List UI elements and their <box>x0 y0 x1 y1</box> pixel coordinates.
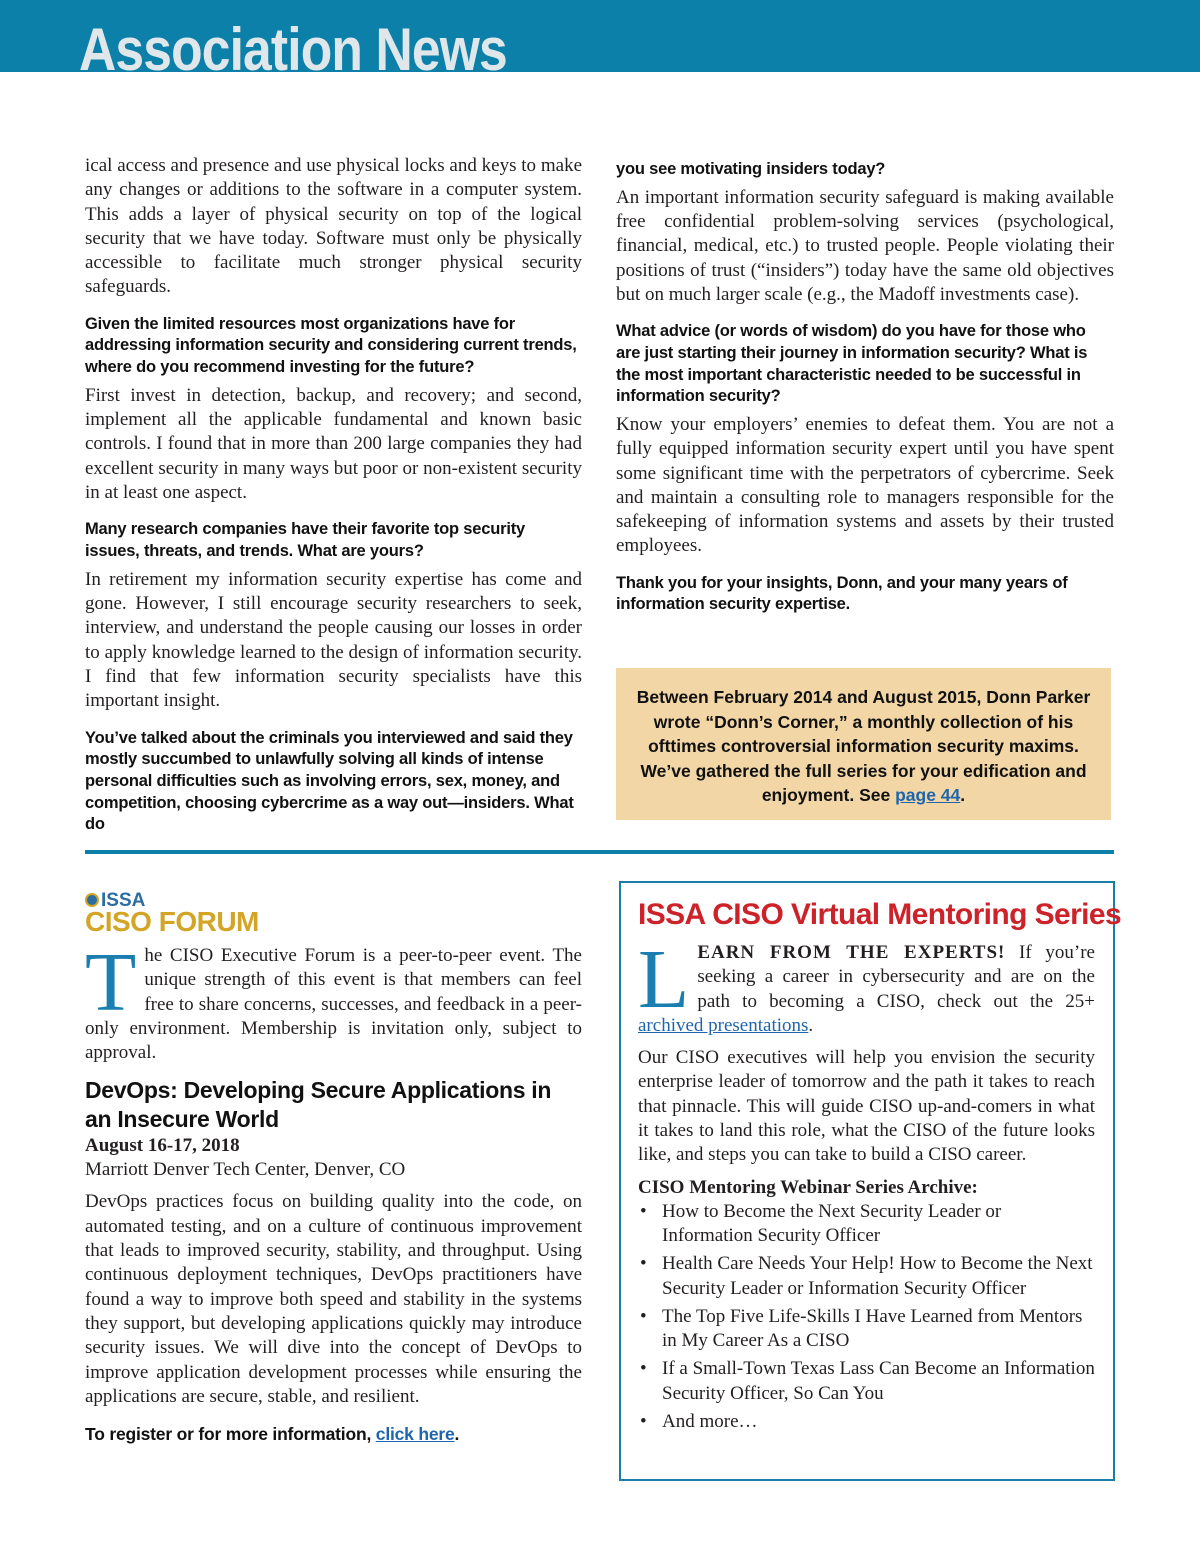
left-column <box>85 154 582 836</box>
mentoring-title: ISSA CISO Virtual Mentoring Series <box>638 898 1122 931</box>
page-44-link[interactable]: page 44 <box>895 785 961 805</box>
list-item <box>638 1252 1095 1301</box>
paragraph: ical access and presence and use physical locks and keys to make any changes or additions to the software in a computer system. This adds a layer of physical security on top of the logical security that we have today. Software must only be physically accessible to facilitate much stronger physical security safeguards. <box>85 155 582 298</box>
donns-corner-callout <box>616 668 1111 820</box>
lead-text: If you’re seeking a career in cybersecurity and are on the path to becoming a CISO, check out the 25+ <box>697 942 1095 1012</box>
section-header-banner <box>0 0 1200 72</box>
list-item-text: Health Care Needs Your Help! How to Become the Next Security Leader or Information Security Officer <box>662 1253 1093 1299</box>
archived-presentations-link[interactable]: archived presentations <box>638 1014 809 1036</box>
list-item-text: How to Become the Next Security Leader or Information Security Officer <box>662 1200 1002 1246</box>
mentoring-paragraph: Our CISO executives will help you envision the security enterprise leader of tomorrow and the path it takes to reach that pinnacle. This will guide CISO up-and-comers in what it takes to land this role, what the CISO of the future looks like, and steps you can take to build a CISO career. <box>638 1047 1095 1166</box>
list-item-text: If a Small-Town Texas Lass Can Become an Information Security Officer, So Can You <box>662 1358 1095 1404</box>
archive-list <box>638 1200 1095 1435</box>
register-end: . <box>454 1424 460 1445</box>
forum-intro <box>85 936 582 1065</box>
interview-answer: First invest in detection, backup, and recovery; and second, implement all the applicable fundamental and known basic controls. I found that in more than 200 large companies they had excellent security in many ways but poor or non-existent security in at least one aspect. <box>85 384 582 504</box>
event-description: DevOps practices focus on building quality into the code, on automated testing, and on a culture of continuous improvement that leads to improved security, stability, and throughput. Using continuous deployment techniques, DevOps practitioners have found a way to improve both speed and stability in the systems they support, but developing applications quickly may introduce security issues. We will dive into the concept of DevOps to improve application development processes while ensuring the applications are secure, stable, and resilient. <box>85 1191 582 1407</box>
event-date: August 16-17, 2018 <box>85 1135 240 1157</box>
interview-question: You’ve talked about the criminals you interviewed and said they mostly succumbed to unlawfully solving all kinds of intense personal difficulties such as involving errors, sex, money, and competition, choosing cybercrime as a way out—insiders. What do <box>85 728 574 834</box>
list-item <box>638 1305 1095 1354</box>
bullet: • <box>640 1305 647 1327</box>
bullet: • <box>640 1200 647 1222</box>
interview-question: Many research companies have their favorite top security issues, threats, and trends. What are yours? <box>85 520 525 561</box>
lead-caps: EARN FROM THE EXPERTS! <box>697 942 1006 963</box>
list-item <box>638 1410 1095 1434</box>
forum-intro-text: he CISO Executive Forum is a peer-to-peer event. The unique strength of this event is that members can feel free to share concerns, successes, and feedback in a peer-only environment. Membership is invitation only, subject to approval. <box>85 945 582 1064</box>
interview-question-continued: you see motivating insiders today? <box>616 160 886 178</box>
list-item-text: The Top Five Life-Skills I Have Learned from Mentors in My Career As a CISO <box>662 1305 1083 1352</box>
interview-answer: Know your employers’ enemies to defeat them. You are not a fully equipped information security expert until you have spent some significant time with the perpetrators of cybercrime. Seek and maintain a consulting role to managers responsible for the safekeeping of information systems and assets by their trusted employees. <box>616 414 1114 557</box>
mentoring-lead <box>638 933 1095 1038</box>
right-column <box>616 159 1114 616</box>
section-divider <box>85 850 1114 854</box>
register-line <box>85 1424 582 1446</box>
mentoring-content <box>638 933 1095 1438</box>
list-item <box>638 1357 1095 1406</box>
ciso-forum-logo: CISO FORUM <box>85 906 259 937</box>
globe-icon <box>85 893 99 907</box>
callout-text: Between February 2014 and August 2015, Donn Parker wrote “Donn’s Corner,” a monthly collection of his ofttimes controversial information security maxims. We’ve gathered the full series for your edification and enjoyment. See <box>636 687 1091 805</box>
callout-end: . <box>960 785 966 805</box>
list-item <box>638 1200 1095 1249</box>
bullet: • <box>640 1253 647 1275</box>
list-item-text: And more… <box>662 1411 758 1433</box>
bullet: • <box>640 1411 647 1433</box>
lead-end: . <box>808 1014 814 1036</box>
logo-issa-text: ISSA <box>101 890 146 911</box>
closing-thanks: Thank you for your insights, Donn, and your many years of information security expertise. <box>616 573 1068 614</box>
interview-question: Given the limited resources most organizations have for addressing information security and considering current trends, where do you recommend investing for the future? <box>85 314 577 377</box>
ciso-forum-section <box>85 936 582 1446</box>
interview-question: What advice (or words of wisdom) do you have for those who are just starting their journey in information security? What is the most important characteristic needed to be successful in information security? <box>616 322 1088 406</box>
event-location: Marriott Denver Tech Center, Denver, CO <box>85 1159 406 1181</box>
register-text: To register or for more information, <box>85 1424 372 1445</box>
click-here-link[interactable]: click here <box>375 1424 455 1445</box>
dropcap: L <box>638 933 690 1026</box>
bullet: • <box>640 1358 647 1380</box>
dropcap: T <box>85 936 137 1029</box>
event-title: DevOps: Developing Secure Applications in an Insecure World <box>85 1077 552 1133</box>
interview-answer: An important information security safeguard is making available free confidential problem-solving services (psychological, financial, medical, etc.) to trusted people. People violating their positions of trust (“insiders”) today have the same old objectives but on much larger scale (e.g., the Madoff investments case). <box>616 186 1114 305</box>
interview-answer: In retirement my information security expertise has come and gone. However, I still encourage security researchers to seek, interview, and understand the people causing our losses in order to apply knowledge learned to the design of information security. I find that few information security specialists have this important insight. <box>85 568 582 712</box>
archive-heading: CISO Mentoring Webinar Series Archive: <box>638 1176 978 1198</box>
section-title: Association News <box>79 16 507 72</box>
